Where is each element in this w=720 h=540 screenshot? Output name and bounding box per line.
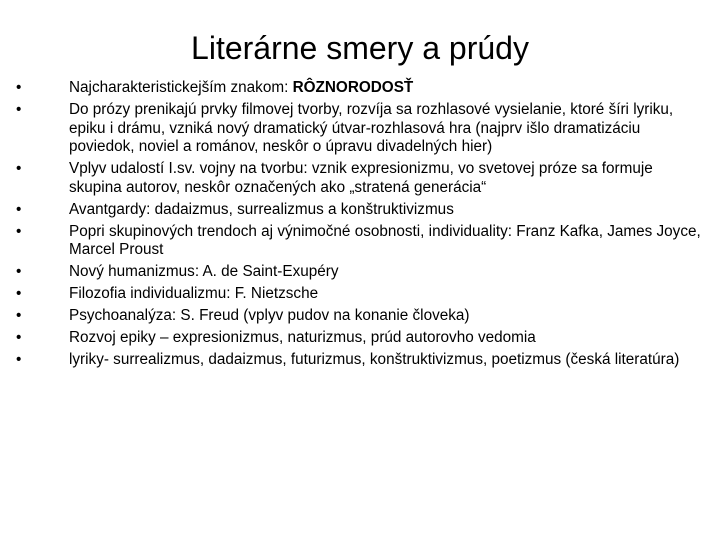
bullet-item-avantgarde	[12, 201, 702, 220]
bullet-item-war-influence	[12, 160, 702, 197]
bullet-text: Vplyv udalostí I.sv. vojny na tvorbu: vznik expresionizmu, vo svetovej próze sa formuje skupina autorov, neskôr označených ako „stratená generácia“	[69, 160, 653, 196]
bullet-emphasis: RÔZNORODOSŤ	[292, 79, 414, 96]
bullet-text: Nový humanizmus: A. de Saint-Exupéry	[69, 263, 339, 280]
bullet-item-individualities	[12, 223, 702, 260]
bullet-icon: •	[16, 200, 22, 218]
bullet-list	[12, 79, 702, 373]
bullet-text: Do prózy prenikajú prvky filmovej tvorby, rozvíja sa rozhlasové vysielanie, ktoré šíri lyriku, epiku i drámu, vzniká nový dramatický útvar-rozhlasová hra (najprv išlo dramatizáciu poviedok, noviel a románov, neskôr o úpravu divadelných hier)	[69, 101, 674, 155]
slide-title: Literárne smery a prúdy	[191, 30, 529, 66]
bullet-icon: •	[16, 222, 22, 240]
bullet-icon: •	[16, 329, 22, 346]
bullet-text: Psychoanalýza: S. Freud (vplyv pudov na konanie človeka)	[69, 307, 470, 324]
bullet-item-psychoanalysis	[12, 307, 702, 326]
bullet-icon: •	[16, 101, 22, 118]
bullet-item-epic-development	[12, 329, 702, 348]
bullet-text: Filozofia individualizmu: F. Nietzsche	[69, 285, 319, 302]
bullet-text: Rozvoj epiky – expresionizmus, naturizmus, prúd autorovho vedomia	[69, 329, 536, 346]
bullet-icon: •	[16, 307, 22, 324]
bullet-item-individualism	[12, 285, 702, 304]
bullet-icon: •	[16, 79, 22, 96]
bullet-text: Avantgardy: dadaizmus, surrealizmus a konštruktivizmus	[69, 200, 454, 218]
bullet-icon: •	[16, 160, 22, 177]
bullet-text: Najcharakteristickejším znakom:	[69, 79, 293, 96]
bullet-item-lyric-development	[12, 351, 702, 370]
bullet-item-diversity	[12, 79, 702, 98]
bullet-icon: •	[16, 263, 22, 280]
bullet-icon: •	[16, 351, 22, 368]
bullet-icon: •	[16, 285, 22, 302]
bullet-item-film-radio	[12, 101, 702, 157]
bullet-item-new-humanism	[12, 263, 702, 282]
bullet-text: Popri skupinových trendoch aj výnimočné osobnosti, individuality: Franz Kafka, James Joyce, Marcel Proust	[69, 222, 701, 258]
bullet-text: lyriky- surrealizmus, dadaizmus, futurizmus, konštruktivizmus, poetizmus (česká literatúra)	[69, 351, 680, 368]
